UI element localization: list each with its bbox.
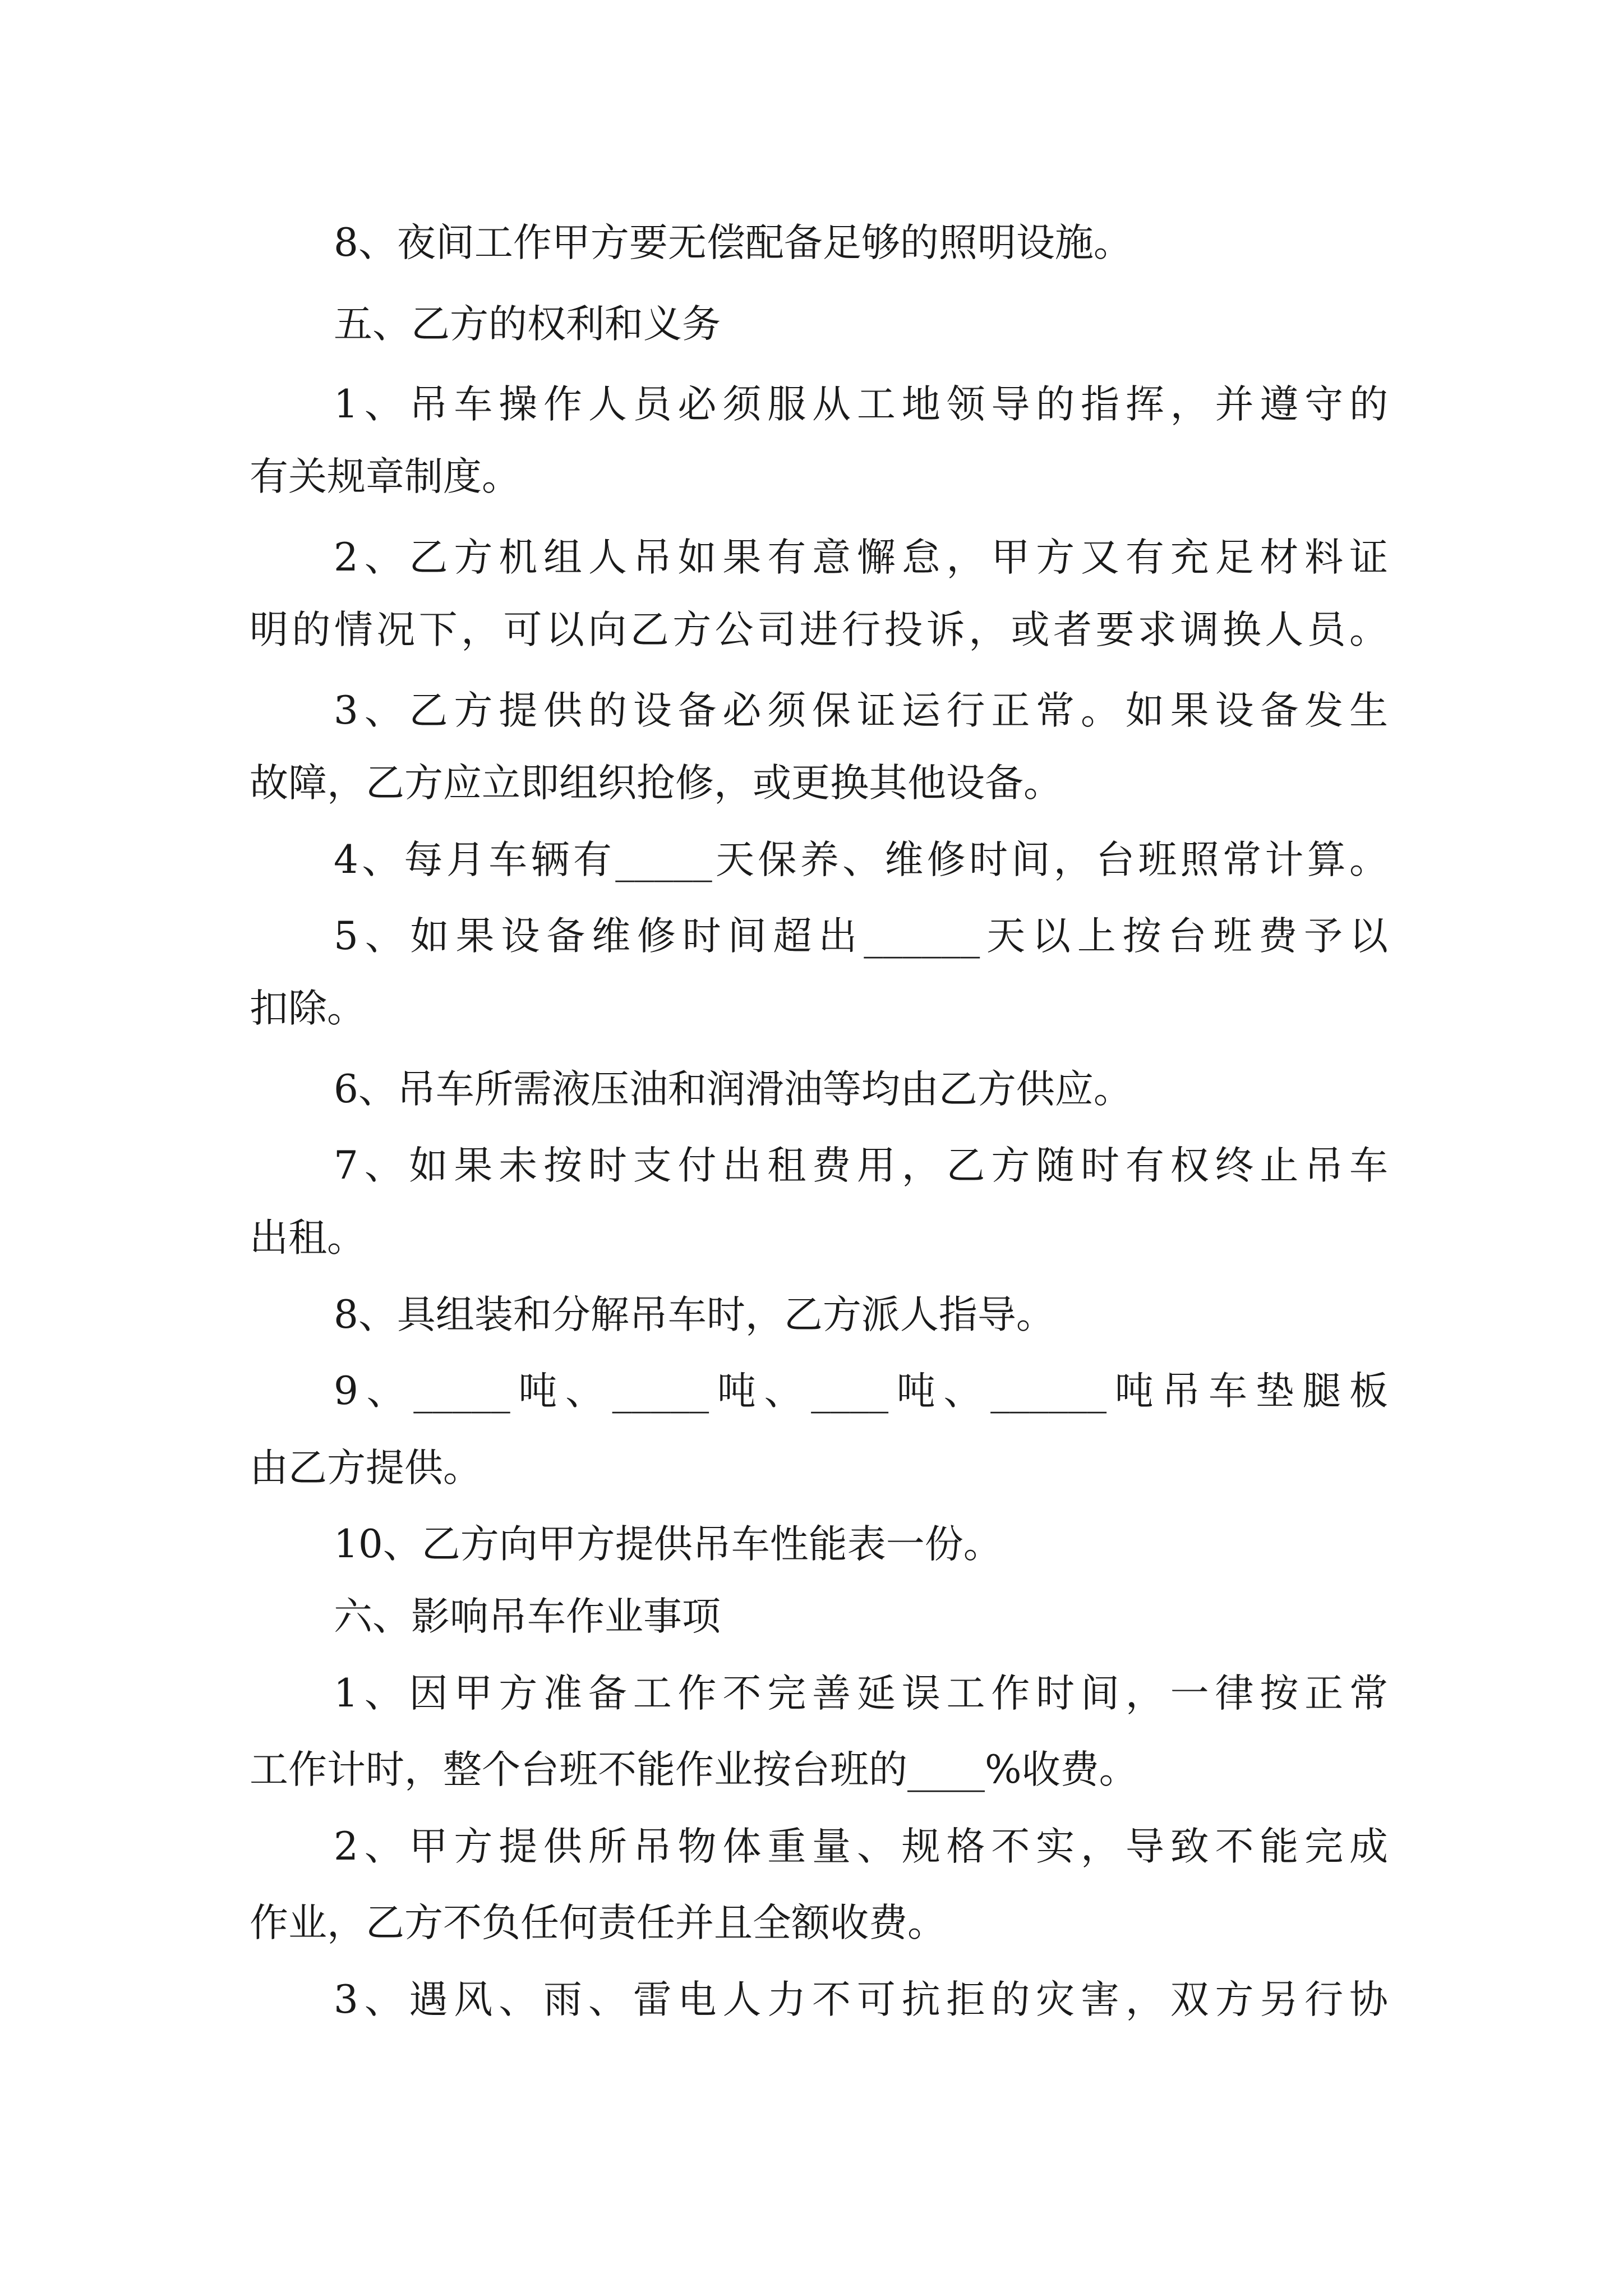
paragraph-line: 4、每月车辆有_____天保养、维修时间，台班照常计算。 (334, 838, 1388, 882)
paragraph-line: 3、乙方提供的设备必须保证运行正常。如果设备发生 (334, 688, 1388, 733)
paragraph-line: 7、如果未按时支付出租费用，乙方随时有权终止吊车 (334, 1143, 1388, 1188)
paragraph-line: 3、遇风、雨、雷电人力不可抗拒的灾害，双方另行协 (334, 1977, 1388, 2022)
paragraph-line: 2、乙方机组人吊如果有意懈怠，甲方又有充足材料证 (334, 535, 1388, 580)
paragraph-line: 6、吊车所需液压油和润滑油等均由乙方供应。 (334, 1067, 1132, 1112)
paragraph-line: 2、甲方提供所吊物体重量、规格不实，导致不能完成 (334, 1824, 1388, 1869)
paragraph-line: 故障，乙方应立即组织抢修，或更换其他设备。 (250, 761, 1062, 806)
paragraph-line: 作业，乙方不负任何责任并且全额收费。 (250, 1901, 946, 1945)
paragraph-line: 8、具组装和分解吊车时，乙方派人指导。 (334, 1292, 1055, 1337)
section-heading: 五、乙方的权利和义务 (334, 302, 721, 347)
paragraph-line: 有关规章制度。 (250, 454, 520, 499)
paragraph-line: 8、夜间工作甲方要无偿配备足够的照明设施。 (334, 220, 1132, 265)
paragraph-line: 明的情况下，可以向乙方公司进行投诉，或者要求调换人员。 (250, 608, 1388, 652)
paragraph-line: 1、吊车操作人员必须服从工地领导的指挥，并遵守的 (334, 382, 1388, 427)
paragraph-line: 1、因甲方准备工作不完善延误工作时间，一律按正常 (334, 1671, 1388, 1716)
paragraph-line: 扣除。 (250, 986, 366, 1031)
paragraph-line: 工作计时，整个台班不能作业按台班的____%收费。 (250, 1747, 1138, 1792)
paragraph-line: 出租。 (250, 1216, 366, 1260)
paragraph-line: 由乙方提供。 (250, 1446, 482, 1490)
paragraph-line: 5、如果设备维修时间超出______天以上按台班费予以 (334, 914, 1388, 959)
section-heading: 六、影响吊车作业事项 (334, 1594, 721, 1639)
paragraph-line: 10、乙方向甲方提供吊车性能表一份。 (334, 1522, 1002, 1567)
paragraph-line: 9、_____吨、_____吨、____吨、______吨吊车垫腿板 (334, 1369, 1388, 1414)
